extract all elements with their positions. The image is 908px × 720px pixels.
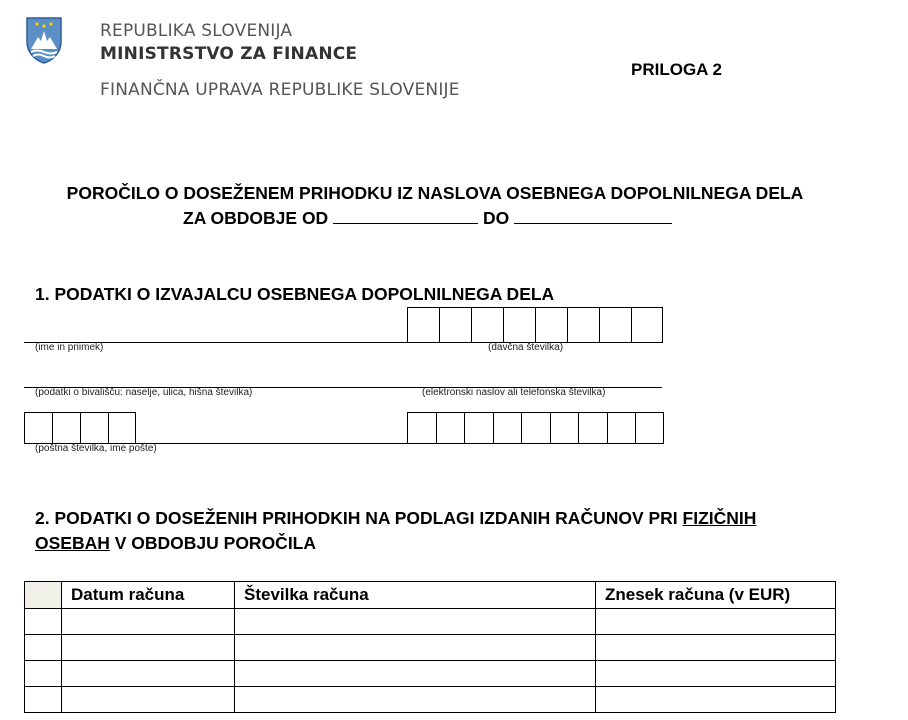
postal-digit-box[interactable] [80, 412, 108, 444]
table-cell[interactable] [235, 687, 596, 713]
period-line [183, 208, 672, 229]
table-cell[interactable] [62, 609, 235, 635]
table-cell[interactable] [62, 635, 235, 661]
table-header-row [25, 582, 836, 609]
phone-digit-box[interactable] [607, 412, 636, 444]
header-ministry: MINISTRSTVO ZA FINANCE [100, 44, 358, 64]
section2-heading-line2 [35, 533, 316, 554]
slovenia-coat-of-arms-icon [25, 16, 63, 64]
attachment-label: PRILOGA 2 [631, 60, 722, 79]
section2-heading-text-2: V OBDOBJU POROČILA [109, 533, 317, 553]
phone-digit-box[interactable] [521, 412, 550, 444]
table-cell[interactable] [235, 635, 596, 661]
table-header-index [25, 582, 62, 609]
section2-heading-line1 [35, 508, 756, 529]
phone-digit-box[interactable] [436, 412, 465, 444]
phone-boxes[interactable] [407, 412, 664, 444]
period-to-field[interactable] [514, 209, 672, 224]
phone-digit-box[interactable] [578, 412, 607, 444]
tax-number-boxes[interactable] [407, 307, 663, 343]
header-agency: FINANČNA UPRAVA REPUBLIKE SLOVENIJE [100, 80, 460, 100]
table-row [25, 635, 836, 661]
table-cell[interactable] [596, 687, 836, 713]
tax-digit-box[interactable] [407, 307, 439, 343]
table-cell[interactable] [596, 635, 836, 661]
table-cell[interactable] [25, 609, 62, 635]
postal-digit-box[interactable] [24, 412, 52, 444]
table-cell[interactable] [25, 661, 62, 687]
table-cell[interactable] [25, 635, 62, 661]
table-header-amount: Znesek računa (v EUR) [596, 582, 836, 609]
tax-digit-box[interactable] [567, 307, 599, 343]
period-from-label: ZA OBDOBJE OD [183, 208, 329, 228]
table-row [25, 609, 836, 635]
table-cell[interactable] [596, 661, 836, 687]
section2-heading-text: 2. PODATKI O DOSEŽENIH PRIHODKIH NA PODLAGI IZDANIH RAČUNOV PRI [35, 508, 683, 528]
tax-digit-box[interactable] [631, 307, 663, 343]
table-cell[interactable] [62, 687, 235, 713]
report-title: POROČILO O DOSEŽENEM PRIHODKU IZ NASLOVA OSEBNEGA DOPOLNILNEGA DELA [66, 183, 804, 203]
tax-number-label: (davčna številka) [488, 342, 564, 353]
residence-label: (podatki o bivališču: naselje, ulica, hišna številka) [35, 387, 253, 398]
section2-heading-emphasis: FIZIČNIH [682, 508, 757, 528]
table-row [25, 661, 836, 687]
table-cell[interactable] [62, 661, 235, 687]
tax-digit-box[interactable] [471, 307, 503, 343]
table-cell[interactable] [235, 661, 596, 687]
period-from-field[interactable] [333, 209, 478, 224]
period-to-label: DO [482, 208, 510, 228]
section2-heading-emphasis-2: OSEBAH [35, 533, 110, 553]
postal-digit-box[interactable] [52, 412, 80, 444]
phone-digit-box[interactable] [550, 412, 579, 444]
tax-digit-box[interactable] [439, 307, 471, 343]
tax-digit-box[interactable] [599, 307, 631, 343]
phone-digit-box[interactable] [635, 412, 664, 444]
section1-heading: 1. PODATKI O IZVAJALCU OSEBNEGA DOPOLNILNEGA DELA [35, 284, 555, 304]
postal-label: (poštna številka, ime pošte) [35, 443, 157, 454]
table-header-number: Številka računa [235, 582, 596, 609]
phone-digit-box[interactable] [464, 412, 493, 444]
table-cell[interactable] [235, 609, 596, 635]
contact-label: (elektronski naslov ali telefonska številka) [422, 387, 606, 398]
name-label: (ime in priimek) [35, 342, 104, 353]
postal-code-boxes[interactable] [24, 412, 136, 444]
invoice-table [24, 581, 836, 713]
table-cell[interactable] [25, 687, 62, 713]
phone-digit-box[interactable] [407, 412, 436, 444]
postal-digit-box[interactable] [108, 412, 136, 444]
phone-digit-box[interactable] [493, 412, 522, 444]
post-name-field-line[interactable] [136, 443, 408, 444]
table-cell[interactable] [596, 609, 836, 635]
tax-digit-box[interactable] [503, 307, 535, 343]
tax-digit-box[interactable] [535, 307, 567, 343]
table-header-date: Datum računa [62, 582, 235, 609]
table-row [25, 687, 836, 713]
header-republic: REPUBLIKA SLOVENIJA [100, 21, 293, 41]
